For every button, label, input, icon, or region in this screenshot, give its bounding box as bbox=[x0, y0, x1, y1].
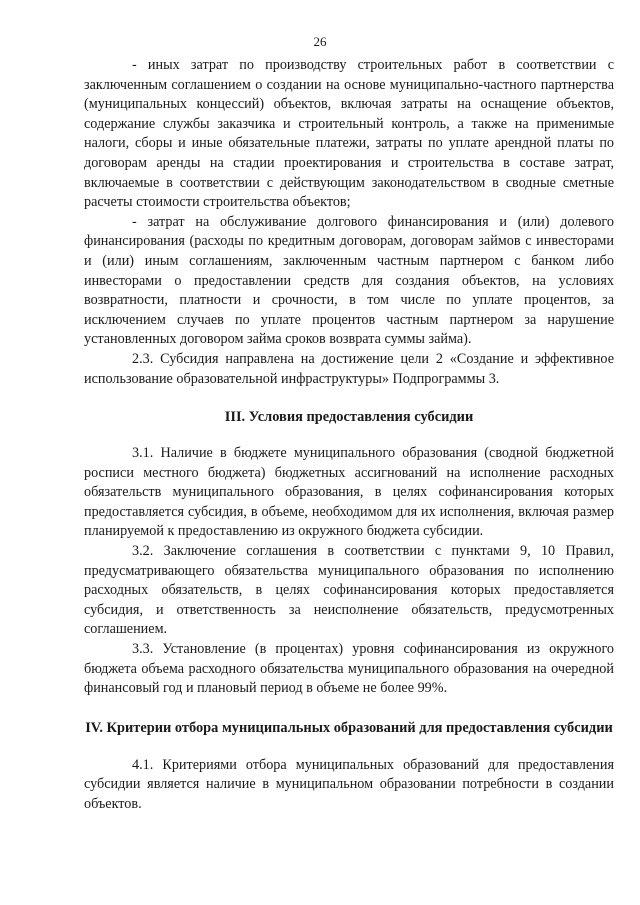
section-3-heading: III. Условия предоставления субсидии bbox=[224, 409, 474, 426]
document-body bbox=[84, 56, 614, 815]
section-4-heading: IV. Критерии отбора муниципальных образований для предоставления субсидии bbox=[85, 719, 613, 736]
paragraph-2-3: 2.3. Субсидия направлена на достижение цели 2 «Создание и эффективное использование образовательной инфраструктуры» Подпрограммы 3. bbox=[84, 350, 614, 387]
paragraph-3-1: 3.1. Наличие в бюджете муниципального образования (сводной бюджетной росписи местного бюджета) бюджетных ассигнований на исполнение расходных обязательств муниципального образования, в целях софинансирования которых предоставляется субсидия, в объеме, необходимом для их исполнения, включая размер планируемой к предоставлению из окружного бюджета субсидии. bbox=[84, 445, 614, 540]
paragraph-4-1: 4.1. Критериями отбора муниципальных образований для предоставления субсидии является наличие в муниципальном образовании потребности в создании объектов. bbox=[84, 756, 614, 812]
paragraph-other-costs: - иных затрат по производству строительных работ в соответствии с заключенным соглашением о создании на основе муниципально-частного партнерства (муниципальных концессий) объектов, включая затраты на оснащение объектов, содержание службы заказчика и строительный контроль, а также на применимые налоги, сборы и иные обязательные платежи, затраты по уплате арендной платы по договорам аренды на стадии проектирования и строительства в составе затрат, включаемые в соответствии с действующим законодательством в сводные сметные расчеты стоимости строительства объектов; bbox=[84, 57, 614, 211]
page-number: 26 bbox=[313, 34, 327, 49]
paragraph-3-2: 3.2. Заключение соглашения в соответствии с пунктами 9, 10 Правил, предусматривающего обязательства муниципального образования по исполнению расходных обязательств, в целях софинансирования которых предоставляется субсидия, и ответственность за неисполнение обязательств, предусмотренных соглашением. bbox=[84, 543, 614, 638]
paragraph-3-3: 3.3. Установление (в процентах) уровня софинансирования из окружного бюджета объема расходного обязательства муниципального образования на очередной финансовый год и плановый период в объеме не более 99%. bbox=[84, 641, 614, 697]
paragraph-debt-financing-costs: - затрат на обслуживание долгового финансирования и (или) долевого финансирования (расходы по кредитным договорам, договорам займов с инвесторами и (или) иным соглашениям, заключенным частным партнером с банком либо инвесторами о предоставлении средств для создания объектов, на условиях возвратности, платности и срочности, в том числе по уплате процентов, за исключением случаев по уплате процентов частным партнером за нарушение установленных договором займа сроков возврата суммы займа). bbox=[84, 213, 614, 348]
